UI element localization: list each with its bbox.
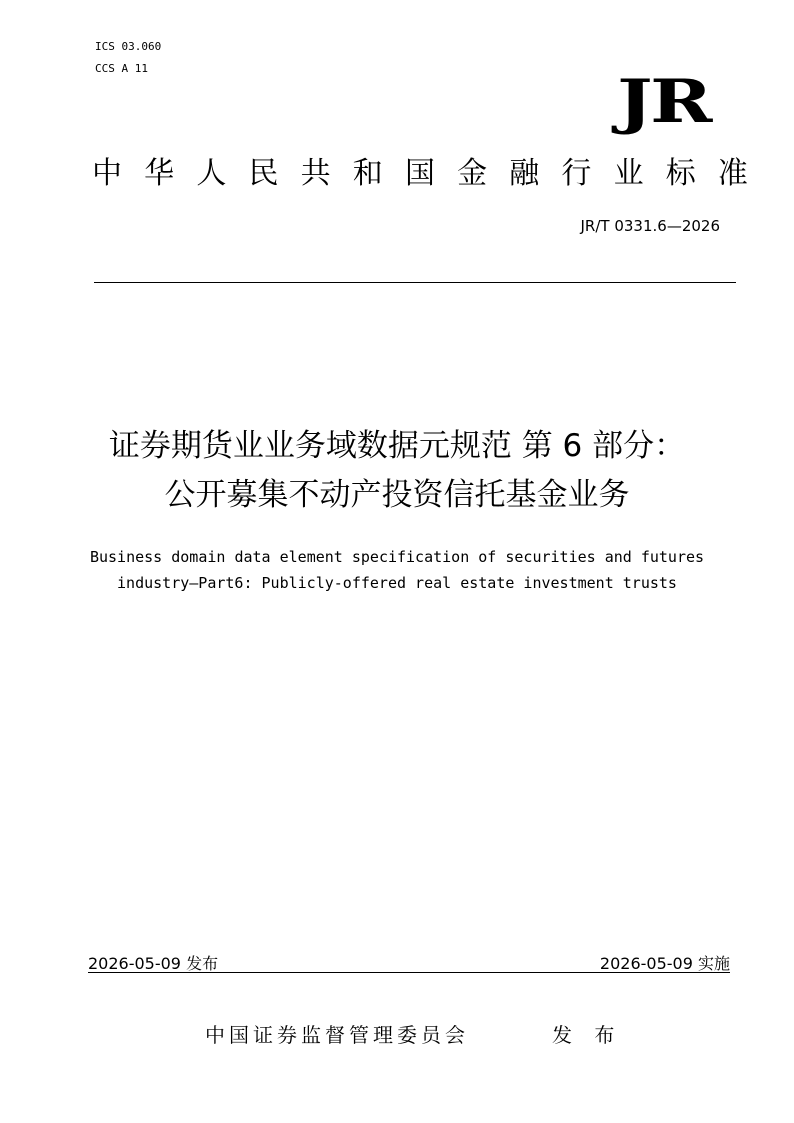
document-title-cn-line1: 证券期货业业务域数据元规范 第 6 部分： [108, 428, 686, 464]
title-char: 华 [144, 156, 175, 191]
document-title-en-line2: industry—Part6: Publicly-offered real estate investment trusts [117, 574, 677, 592]
title-char: 金 [457, 156, 488, 191]
ics-code: ICS 03.060 [95, 40, 162, 53]
title-char: 和 [352, 156, 383, 191]
publish-date: 2026-05-09 发布 [88, 954, 219, 973]
title-char: 标 [665, 156, 696, 191]
ccs-code: CCS A 11 [95, 62, 148, 75]
document-title-cn-line2: 公开募集不动产投资信托基金业务 [164, 477, 630, 513]
jr-logo: JR [617, 67, 710, 137]
title-char: 业 [613, 156, 644, 191]
title-char: 中 [92, 156, 122, 191]
title-char: 行 [561, 156, 592, 191]
implement-date: 2026-05-09 实施 [599, 954, 730, 973]
standard-category-title [92, 154, 748, 194]
title-char: 融 [509, 156, 540, 191]
title-char: 共 [300, 156, 331, 191]
title-char: 人 [196, 156, 227, 191]
header-divider [94, 282, 736, 283]
title-char: 准 [717, 156, 748, 191]
standard-number: JR/T 0331.6—2026 [580, 217, 720, 235]
issue-label: 发 布 [552, 1023, 623, 1047]
title-char: 国 [404, 156, 435, 191]
document-title-en-line1: Business domain data element specification of securities and futures [89, 548, 705, 566]
issuing-authority: 中国证券监督管理委员会 [205, 1023, 469, 1047]
date-divider [88, 972, 730, 973]
title-char: 民 [248, 156, 279, 191]
